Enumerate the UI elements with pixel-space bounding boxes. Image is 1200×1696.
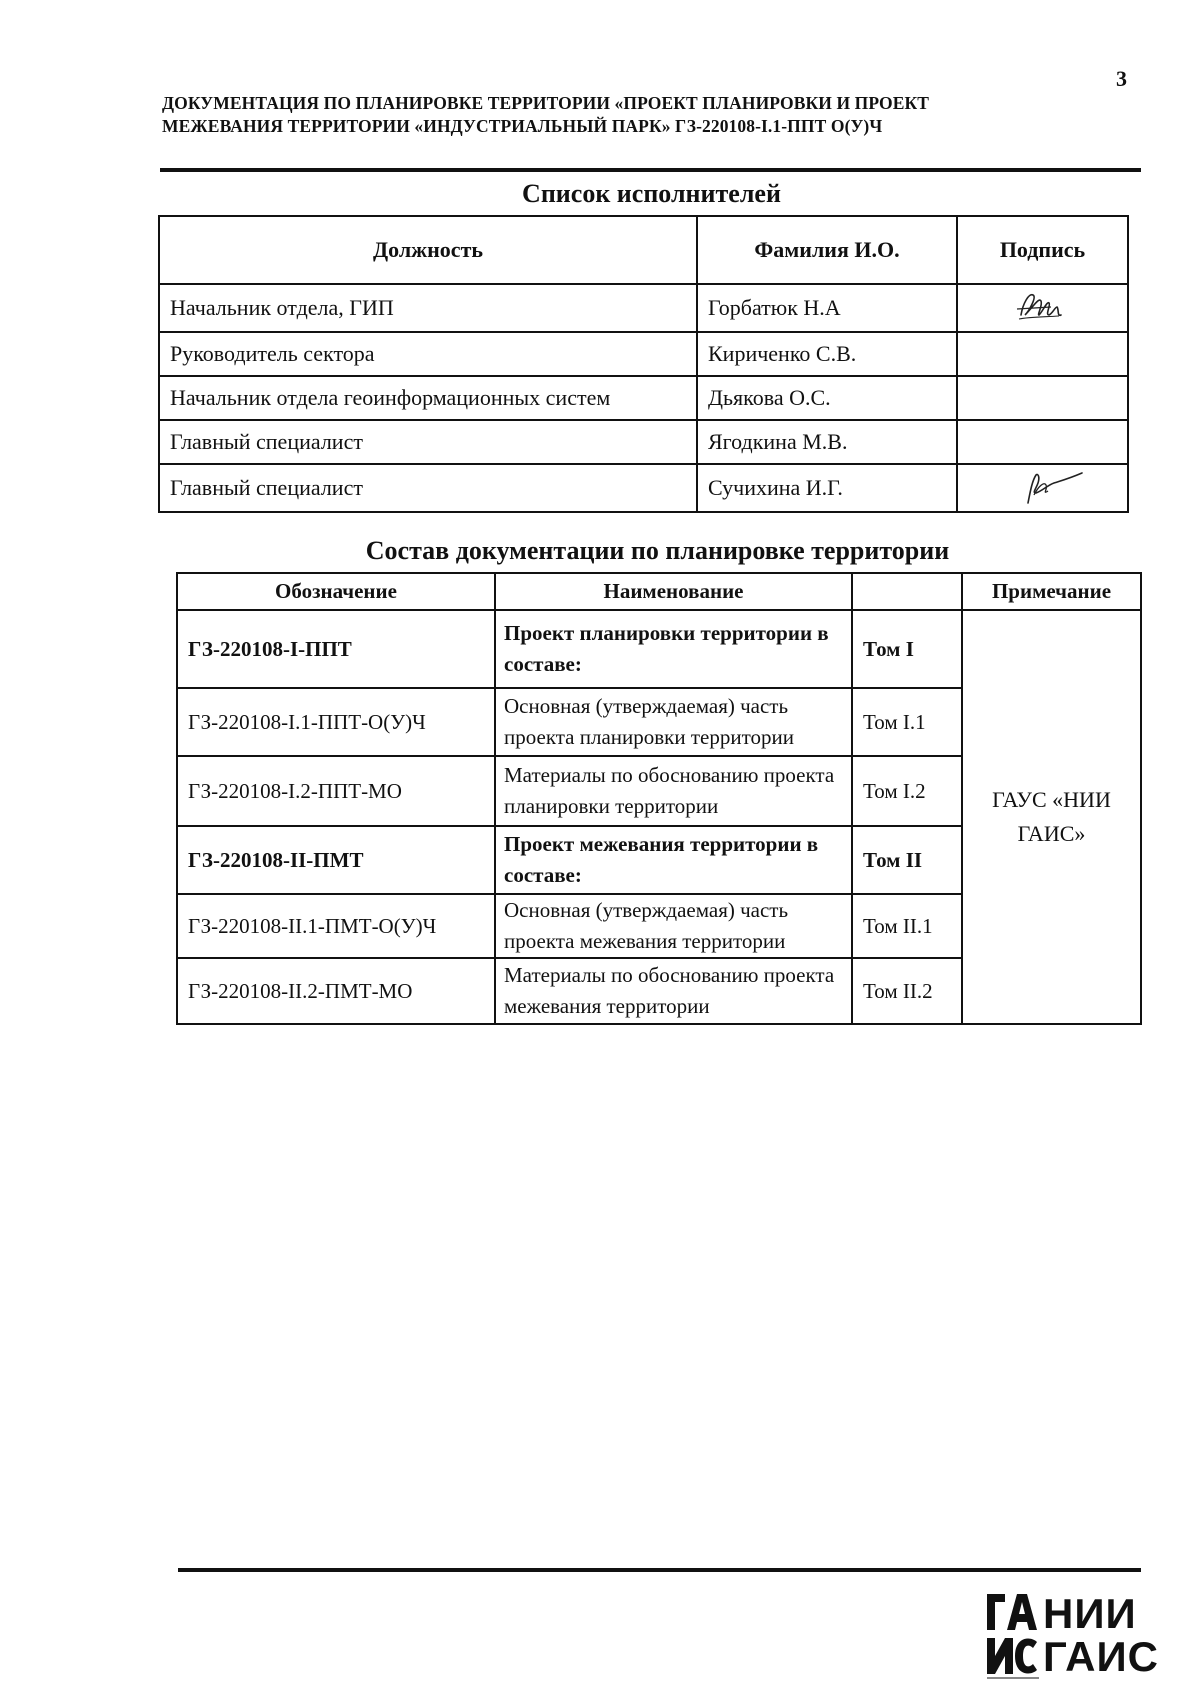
signature-cell: [957, 420, 1128, 464]
volume-cell: Том I: [852, 610, 962, 688]
column-header-designation: Обозначение: [177, 573, 495, 610]
name-cell: Ягодкина М.В.: [697, 420, 957, 464]
table-row: [159, 284, 1128, 332]
column-header-note: Примечание: [962, 573, 1141, 610]
title-cell: Основная (утверждаемая) часть проекта межевания территории: [495, 894, 852, 958]
signature-cell: [957, 464, 1128, 512]
name-cell: Кириченко С.В.: [697, 332, 957, 376]
gais-mark-icon: [985, 1590, 1041, 1680]
composition-section-title: Состав документации по планировке территории: [365, 536, 950, 565]
volume-cell: Том II: [852, 826, 962, 894]
header-divider: [160, 168, 1141, 172]
note-cell: ГАУС «НИИ ГАИС»: [962, 610, 1141, 1024]
composition-header-row: [177, 573, 1141, 610]
designation-cell: ГЗ-220108-II.2-ПМТ-МО: [177, 958, 495, 1024]
signature-cell: [957, 376, 1128, 420]
document-header-title: [162, 92, 1062, 138]
table-row: [159, 332, 1128, 376]
column-header-signature: Подпись: [957, 216, 1128, 284]
logo-line-1: НИИ: [1043, 1590, 1137, 1637]
volume-cell: Том II.2: [852, 958, 962, 1024]
table-row: [159, 376, 1128, 420]
designation-cell: ГЗ-220108-I.2-ППТ-МО: [177, 756, 495, 826]
volume-cell: Том II.1: [852, 894, 962, 958]
handwritten-signature-icon: [998, 465, 1088, 505]
column-header-name: Фамилия И.О.: [697, 216, 957, 284]
table-row: [177, 610, 1141, 688]
position-cell: Начальник отдела геоинформационных систем: [159, 376, 697, 420]
column-header-title: Наименование: [495, 573, 852, 610]
performers-table: [158, 215, 1129, 513]
title-cell: Проект межевания территории в составе:: [495, 826, 852, 894]
logo-text: [1043, 1592, 1159, 1678]
header-title-line-1: ДОКУМЕНТАЦИЯ ПО ПЛАНИРОВКЕ ТЕРРИТОРИИ «ПРОЕКТ ПЛАНИРОВКИ И ПРОЕКТ: [162, 93, 930, 113]
title-cell: Материалы по обоснованию проекта межевания территории: [495, 958, 852, 1024]
position-cell: Начальник отдела, ГИП: [159, 284, 697, 332]
name-cell: Горбатюк Н.А: [697, 284, 957, 332]
name-cell: Сучихина И.Г.: [697, 464, 957, 512]
title-cell: Основная (утверждаемая) часть проекта планировки территории: [495, 688, 852, 756]
title-cell: Проект планировки территории в составе:: [495, 610, 852, 688]
column-header-volume: [852, 573, 962, 610]
name-cell: Дьякова О.С.: [697, 376, 957, 420]
designation-cell: ГЗ-220108-II-ПМТ: [177, 826, 495, 894]
signature-cell: [957, 332, 1128, 376]
footer-divider: [178, 1568, 1141, 1572]
performers-section-title: Список исполнителей: [522, 179, 781, 208]
designation-cell: ГЗ-220108-II.1-ПМТ-О(У)Ч: [177, 894, 495, 958]
position-cell: Главный специалист: [159, 464, 697, 512]
column-header-position: Должность: [159, 216, 697, 284]
nii-gais-logo: [985, 1590, 1165, 1680]
table-row: [159, 420, 1128, 464]
volume-cell: Том I.1: [852, 688, 962, 756]
header-title-line-2: МЕЖЕВАНИЯ ТЕРРИТОРИИ «ИНДУСТРИАЛЬНЫЙ ПАРК» ГЗ-220108-I.1-ППТ О(У)Ч: [162, 116, 883, 136]
designation-cell: ГЗ-220108-I-ППТ: [177, 610, 495, 688]
designation-cell: ГЗ-220108-I.1-ППТ-О(У)Ч: [177, 688, 495, 756]
composition-table: [176, 572, 1142, 1025]
table-row: [159, 464, 1128, 512]
position-cell: Главный специалист: [159, 420, 697, 464]
signature-cell: [957, 284, 1128, 332]
title-cell: Материалы по обоснованию проекта планировки территории: [495, 756, 852, 826]
handwritten-signature-icon: [1003, 285, 1083, 325]
position-cell: Руководитель сектора: [159, 332, 697, 376]
logo-line-2: ГАИС: [1043, 1633, 1160, 1680]
performers-header-row: [159, 216, 1128, 284]
page-number: 3: [1116, 66, 1127, 91]
volume-cell: Том I.2: [852, 756, 962, 826]
